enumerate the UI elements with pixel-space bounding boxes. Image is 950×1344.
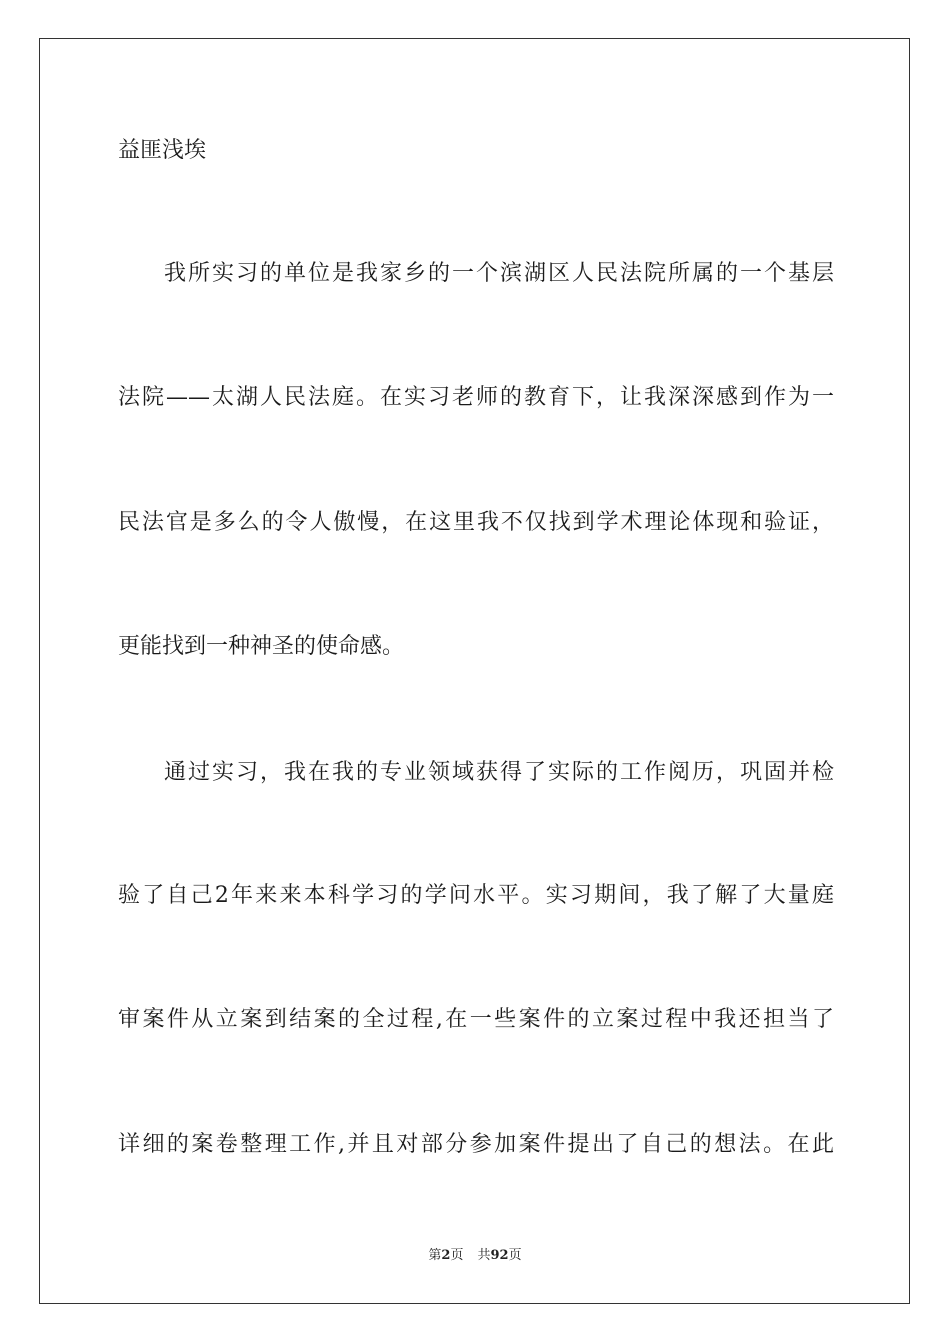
text-line-1: 益匪浅埃 [118,138,207,163]
total-suffix: 页 [508,1248,522,1263]
paragraph-2-line-1: 通过实习，我在我的专业领域获得了实际的工作阅历，巩固并检 [164,760,834,785]
page-number: 2 [441,1248,451,1263]
paragraph-1-line-3: 民法官是多么的令人傲慢，在这里我不仅找到学术理论体现和验证， [118,510,834,535]
paragraph-2-line-2: 验了自己2年来来本科学习的学问水平。实习期间，我了解了大量庭 [118,883,834,908]
page-border [39,38,910,1304]
page-footer [0,1248,950,1264]
total-prefix: 共 [477,1248,491,1263]
paragraph-1-line-1: 我所实习的单位是我家乡的一个滨湖区人民法院所属的一个基层 [164,261,834,286]
paragraph-1-line-2: 法院——太湖人民法庭。在实习老师的教育下，让我深深感到作为一 [118,385,834,410]
paragraph-1-line-4: 更能找到一种神圣的使命感。 [118,634,405,659]
total-pages: 92 [490,1248,509,1263]
paragraph-2-line-3: 审案件从立案到结案的全过程,在一些案件的立案过程中我还担当了 [118,1007,834,1032]
paragraph-2-line-4: 详细的案卷整理工作,并且对部分参加案件提出了自己的想法。在此 [118,1132,834,1157]
page-prefix: 第 [428,1248,442,1263]
page-suffix: 页 [450,1248,464,1263]
